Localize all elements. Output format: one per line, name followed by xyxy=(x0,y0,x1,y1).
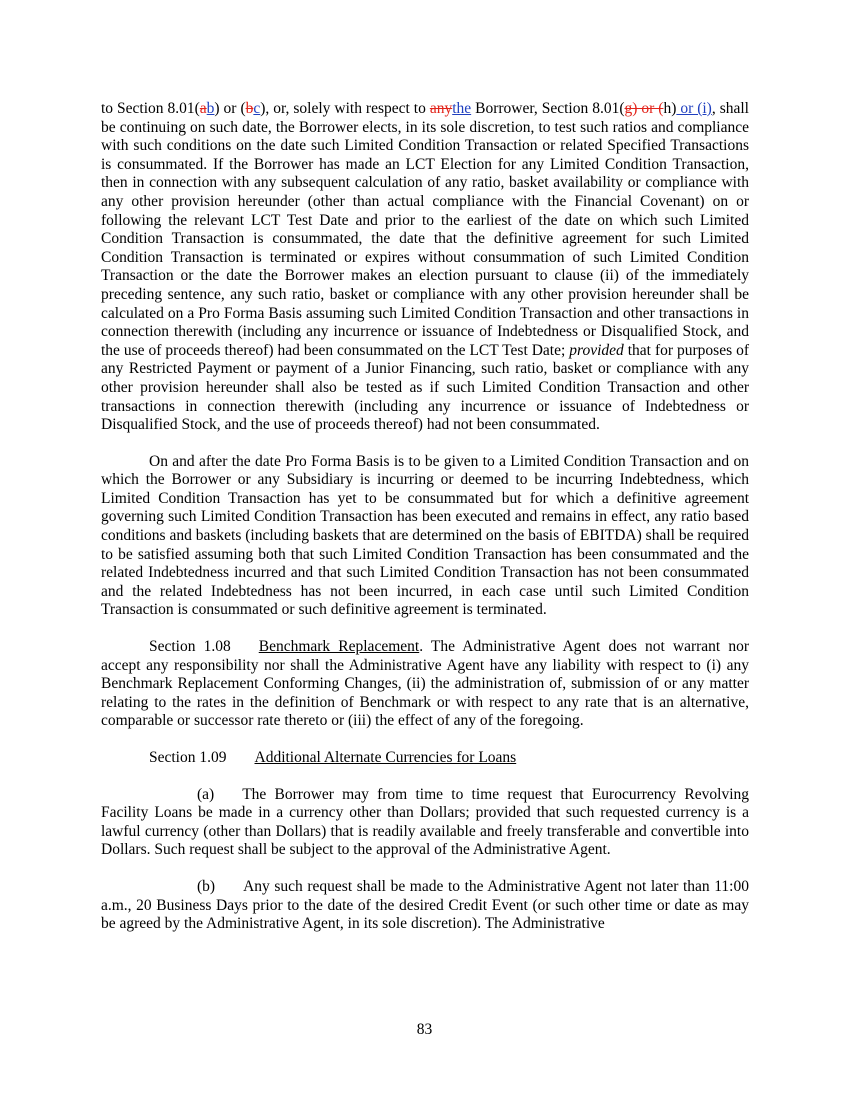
text: Borrower, Section 8.01( xyxy=(471,100,625,117)
insertion-mark: the xyxy=(452,100,472,117)
text: ), or, solely with respect to xyxy=(260,100,430,117)
subsection-b xyxy=(101,878,749,934)
text: , shall be continuing on such date, the Borrower elects, in its sole discretion, to test such ratios and compliance with such conditions on the date such Limited Condition Transaction or related Specified Transactions is consummated. If the Borrower has made an LCT Election for any Limited Condition Transaction, then in connection with any subsequent calculation of any ratio, basket availability or compliance with any other provision hereunder (other than actual compliance with the Financial Covenant) on or following the relevant LCT Test Date and prior to the earliest of the date on which such Limited Condition Transaction is consummated, the date that the definitive agreement for such Limited Condition Transaction is terminated or expires without consummation of such Limited Condition Transaction or the date the Borrower makes an election pursuant to clause (ii) of the immediately preceding sentence, any such ratio, basket or compliance with any other provision hereunder shall be calculated on a Pro Forma Basis assuming such Limited Condition Transaction and other transactions in connection therewith (including any incurrence or issuance of Indebtedness or Disqualified Stock, and the use of proceeds thereof) had been consummated on the LCT Test Date; xyxy=(101,100,749,359)
text: h) xyxy=(663,100,677,117)
subsection-label: (b) xyxy=(197,877,216,895)
subsection-label: (a) xyxy=(197,785,215,803)
deletion-mark: b xyxy=(245,100,254,117)
section-title: Additional Alternate Currencies for Loans xyxy=(254,749,517,766)
section-number: Section 1.08 xyxy=(149,638,231,656)
section-1-09-heading xyxy=(101,749,749,768)
text: ) or ( xyxy=(214,100,246,117)
emphasis-provided: provided xyxy=(569,341,624,359)
section-1-08 xyxy=(101,638,749,731)
subsection-body: Any such request shall be made to the Administrative Agent not later than 11:00 a.m., 20 Business Days prior to the date of the desired Credit Event (or such other time or date as may be agreed by the Administrative Agent, in its sole discretion). The Administrative xyxy=(101,877,749,933)
document-page xyxy=(101,100,749,934)
subsection-a xyxy=(101,786,749,860)
insertion-mark: c xyxy=(253,100,261,117)
paragraph-lct-election xyxy=(101,100,749,435)
text: that for purposes of any Restricted Payment or payment of a Junior Financing, such ratio, basket or compliance with any other provision hereunder shall also be tested as if such Limited Condition Transaction and other transactions in connection therewith (including any incurrence or issuance of Indebtedness or Disqualified Stock, and the use of proceeds thereof) had not been consummated. xyxy=(101,341,749,434)
section-number: Section 1.09 xyxy=(149,749,227,766)
paragraph-pro-forma-basis: On and after the date Pro Forma Basis is to be given to a Limited Condition Transaction and on which the Borrower or any Subsidiary is incurring or deemed to be incurring Indebtedness, which Limited Condition Transaction has yet to be consummated but for which a definitive agreement governing such Limited Condition Transaction has been executed and remains in effect, any ratio based conditions and baskets (including baskets that are determined on the basis of EBITDA) shall be required to be satisfied assuming both that such Limited Condition Transaction has been consummated and the related Indebtedness incurred and that such Limited Condition Transaction has not been consummated and the related Indebtedness has not been incurred, in each case until such Limited Condition Transaction is consummated or such definitive agreement is terminated. xyxy=(101,452,749,619)
page-number: 83 xyxy=(416,1021,433,1038)
deletion-mark: g) or ( xyxy=(624,100,664,117)
insertion-mark: b xyxy=(206,100,215,117)
text: to Section 8.01( xyxy=(101,100,200,117)
deletion-mark: a xyxy=(199,100,207,117)
deletion-mark: any xyxy=(429,100,453,117)
insertion-mark: or (i) xyxy=(676,100,712,117)
section-body: . The Administrative Agent does not warrant nor accept any responsibility nor shall the Administrative Agent have any liability with respect to (i) any Benchmark Replacement Conforming Changes, (ii) the administration of, submission of or any matter relating to the rates in the definition of Benchmark or with respect to any rate that is an alternative, comparable or successor rate thereto or (iii) the effect of any of the foregoing. xyxy=(101,638,750,730)
subsection-body: The Borrower may from time to time request that Eurocurrency Revolving Facility Loans be made in a currency other than Dollars; provided that such requested currency is a lawful currency (other than Dollars) that is readily available and freely transferable and convertible into Dollars. Such request shall be subject to the approval of the Administrative Agent. xyxy=(101,785,749,859)
section-title: Benchmark Replacement xyxy=(258,638,420,656)
